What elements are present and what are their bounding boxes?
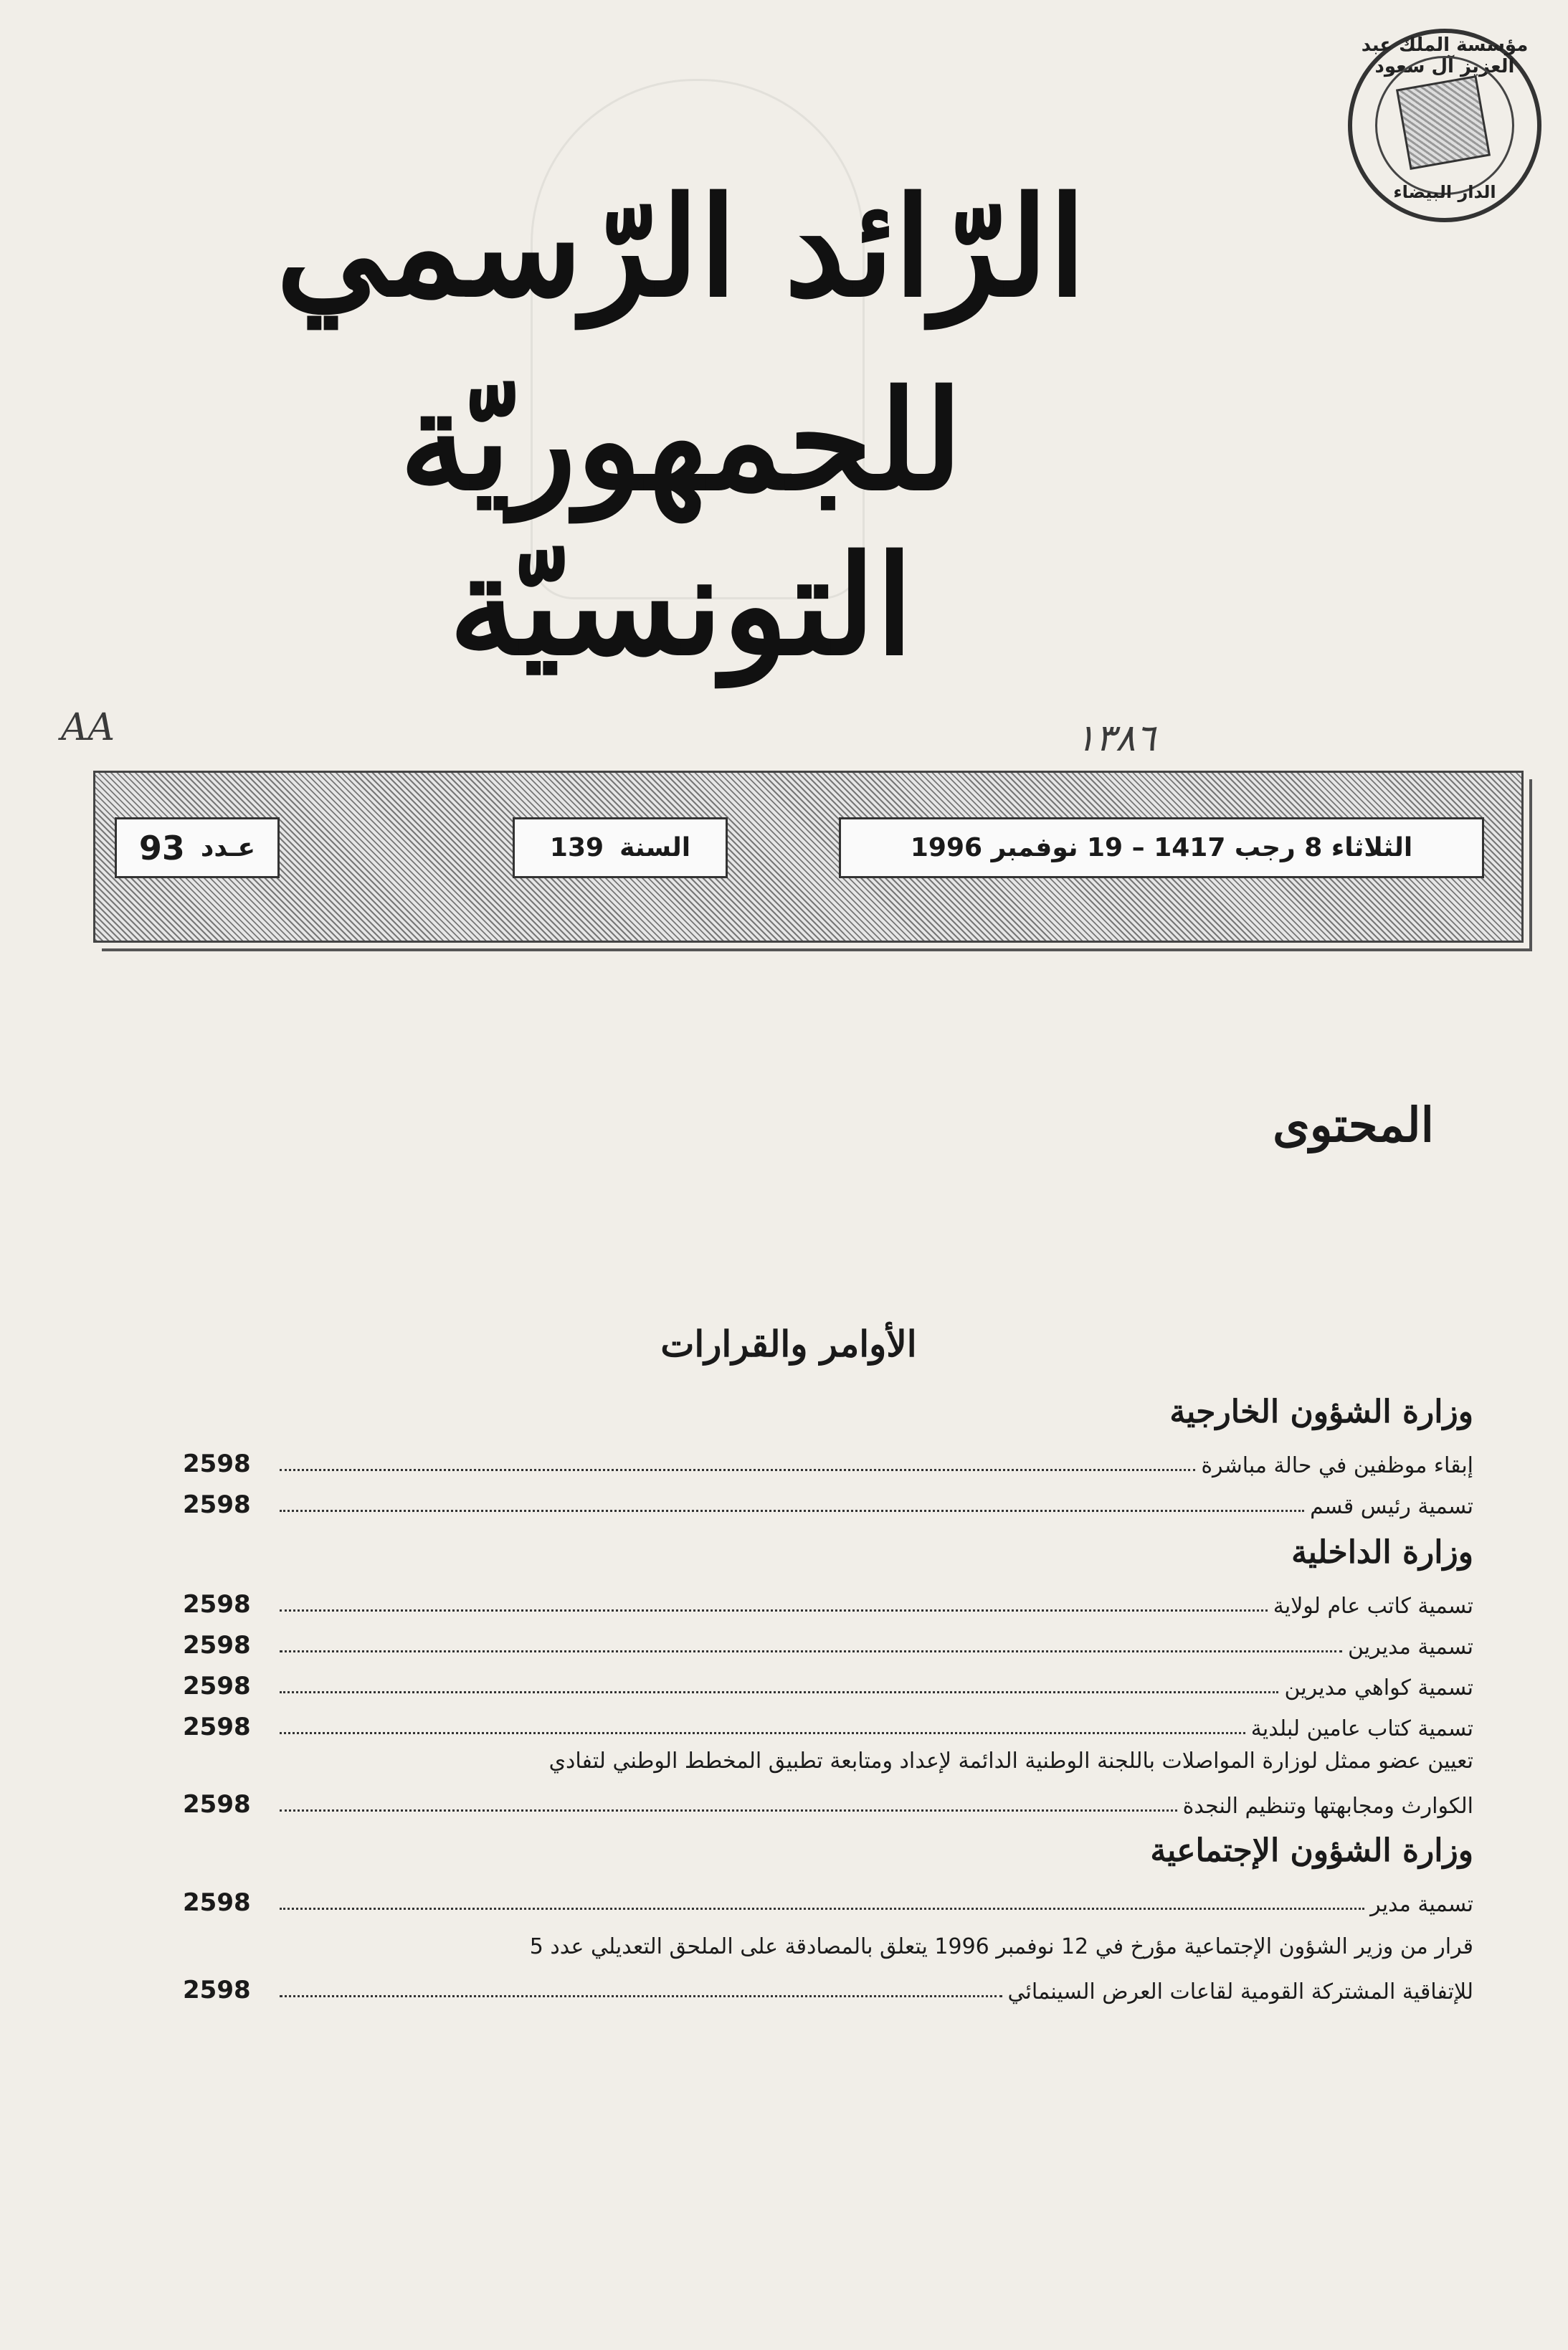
toc-entry[interactable] (183, 1876, 1473, 1917)
toc-entry-multiline[interactable] (183, 1927, 1473, 2004)
toc-entry[interactable] (183, 1700, 1473, 1741)
toc-entry-title: قرار من وزير الشؤون الإجتماعية مؤرخ في 12 نوفمبر 1996 يتعلق بالمصادقة على الملحق التعديلي عدد 5 (529, 1934, 1473, 1959)
table-of-contents (183, 1387, 1473, 2004)
issue-label: عـدد (200, 833, 256, 862)
ministry-heading: وزارة الشؤون الخارجية (1169, 1394, 1473, 1430)
leader-dots (280, 1509, 1304, 1512)
toc-entry-page: 2598 (183, 1790, 251, 1819)
contents-title: المحتوى (1273, 1097, 1434, 1153)
toc-entry-title: تسمية مديرين (1347, 1635, 1473, 1660)
section-title: الأوامر والقرارات (660, 1323, 917, 1365)
toc-entry[interactable] (183, 1437, 1473, 1478)
handwritten-number: ١٣٨٦ (1075, 717, 1156, 760)
year-label: السنة (619, 833, 691, 862)
leader-dots (280, 1809, 1177, 1812)
toc-entry-page: 2598 (183, 1631, 251, 1660)
leader-dots (280, 1650, 1342, 1652)
masthead-line-2: للجمهوريّة التونسيّة (399, 361, 963, 685)
leader-dots (280, 1609, 1268, 1612)
toc-entry[interactable] (183, 1660, 1473, 1700)
toc-entry-title: تسمية رئيس قسم (1310, 1494, 1473, 1519)
toc-entry-page: 2598 (183, 1976, 251, 2004)
stamp-top-text: مؤسسة الملك عبد العزيز آل سعود (1361, 34, 1529, 77)
toc-entry-title: تسمية كواهي مديرين (1284, 1675, 1473, 1700)
leader-dots (280, 1994, 1002, 1997)
toc-entry-page: 2598 (183, 1713, 251, 1741)
archive-stamp (1348, 29, 1541, 222)
leader-dots (280, 1731, 1245, 1734)
toc-entry-title-cont: للإتفاقية المشتركة القومية لقاعات العرض السينمائي (1007, 1979, 1473, 2004)
toc-entry[interactable] (183, 1578, 1473, 1619)
toc-entry-title: تسمية كتاب عامين لبلدية (1250, 1716, 1473, 1741)
ministry-heading: وزارة الداخلية (1291, 1534, 1473, 1571)
stamp-bottom-text: الدار البيضاء (1393, 182, 1496, 202)
toc-entry-page: 2598 (183, 1888, 251, 1917)
toc-entry-page: 2598 (183, 1490, 251, 1519)
leader-dots (280, 1468, 1195, 1471)
toc-entry-title: تسمية مدير (1370, 1892, 1473, 1917)
issue-number: 93 (138, 828, 185, 867)
issue-number-box (115, 817, 280, 878)
toc-entry-title: تسمية كاتب عام لولاية (1273, 1594, 1473, 1619)
toc-entry-title: إبقاء موظفين في حالة مباشرة (1201, 1453, 1473, 1478)
masthead-line-1: الرّائد الرّسمي (276, 167, 1086, 327)
toc-entry-page: 2598 (183, 1590, 251, 1619)
issue-date-box (839, 817, 1484, 878)
toc-entry-title: تعيين عضو ممثل لوزارة المواصلات باللجنة الوطنية الدائمة لإعداد ومتابعة تطبيق المخطط الوطني لتفادي (548, 1749, 1473, 1774)
toc-entry[interactable] (183, 1619, 1473, 1660)
toc-entry-title-cont: الكوارث ومجابهتها وتنظيم النجدة (1182, 1794, 1473, 1819)
issue-date: الثلاثاء 8 رجب 1417 – 19 نوفمبر 1996 (910, 833, 1413, 862)
toc-entry-page: 2598 (183, 1450, 251, 1478)
leader-dots (280, 1690, 1278, 1693)
leader-dots (280, 1907, 1364, 1910)
toc-entry[interactable] (183, 1478, 1473, 1519)
toc-entry-multiline[interactable] (183, 1741, 1473, 1819)
handwritten-mark: AA (61, 706, 115, 749)
year-value: 139 (549, 833, 604, 862)
toc-entry-page: 2598 (183, 1672, 251, 1700)
issue-year-box (513, 817, 728, 878)
ministry-heading: وزارة الشؤون الإجتماعية (1150, 1832, 1473, 1869)
stamp-emblem-icon (1396, 75, 1491, 170)
